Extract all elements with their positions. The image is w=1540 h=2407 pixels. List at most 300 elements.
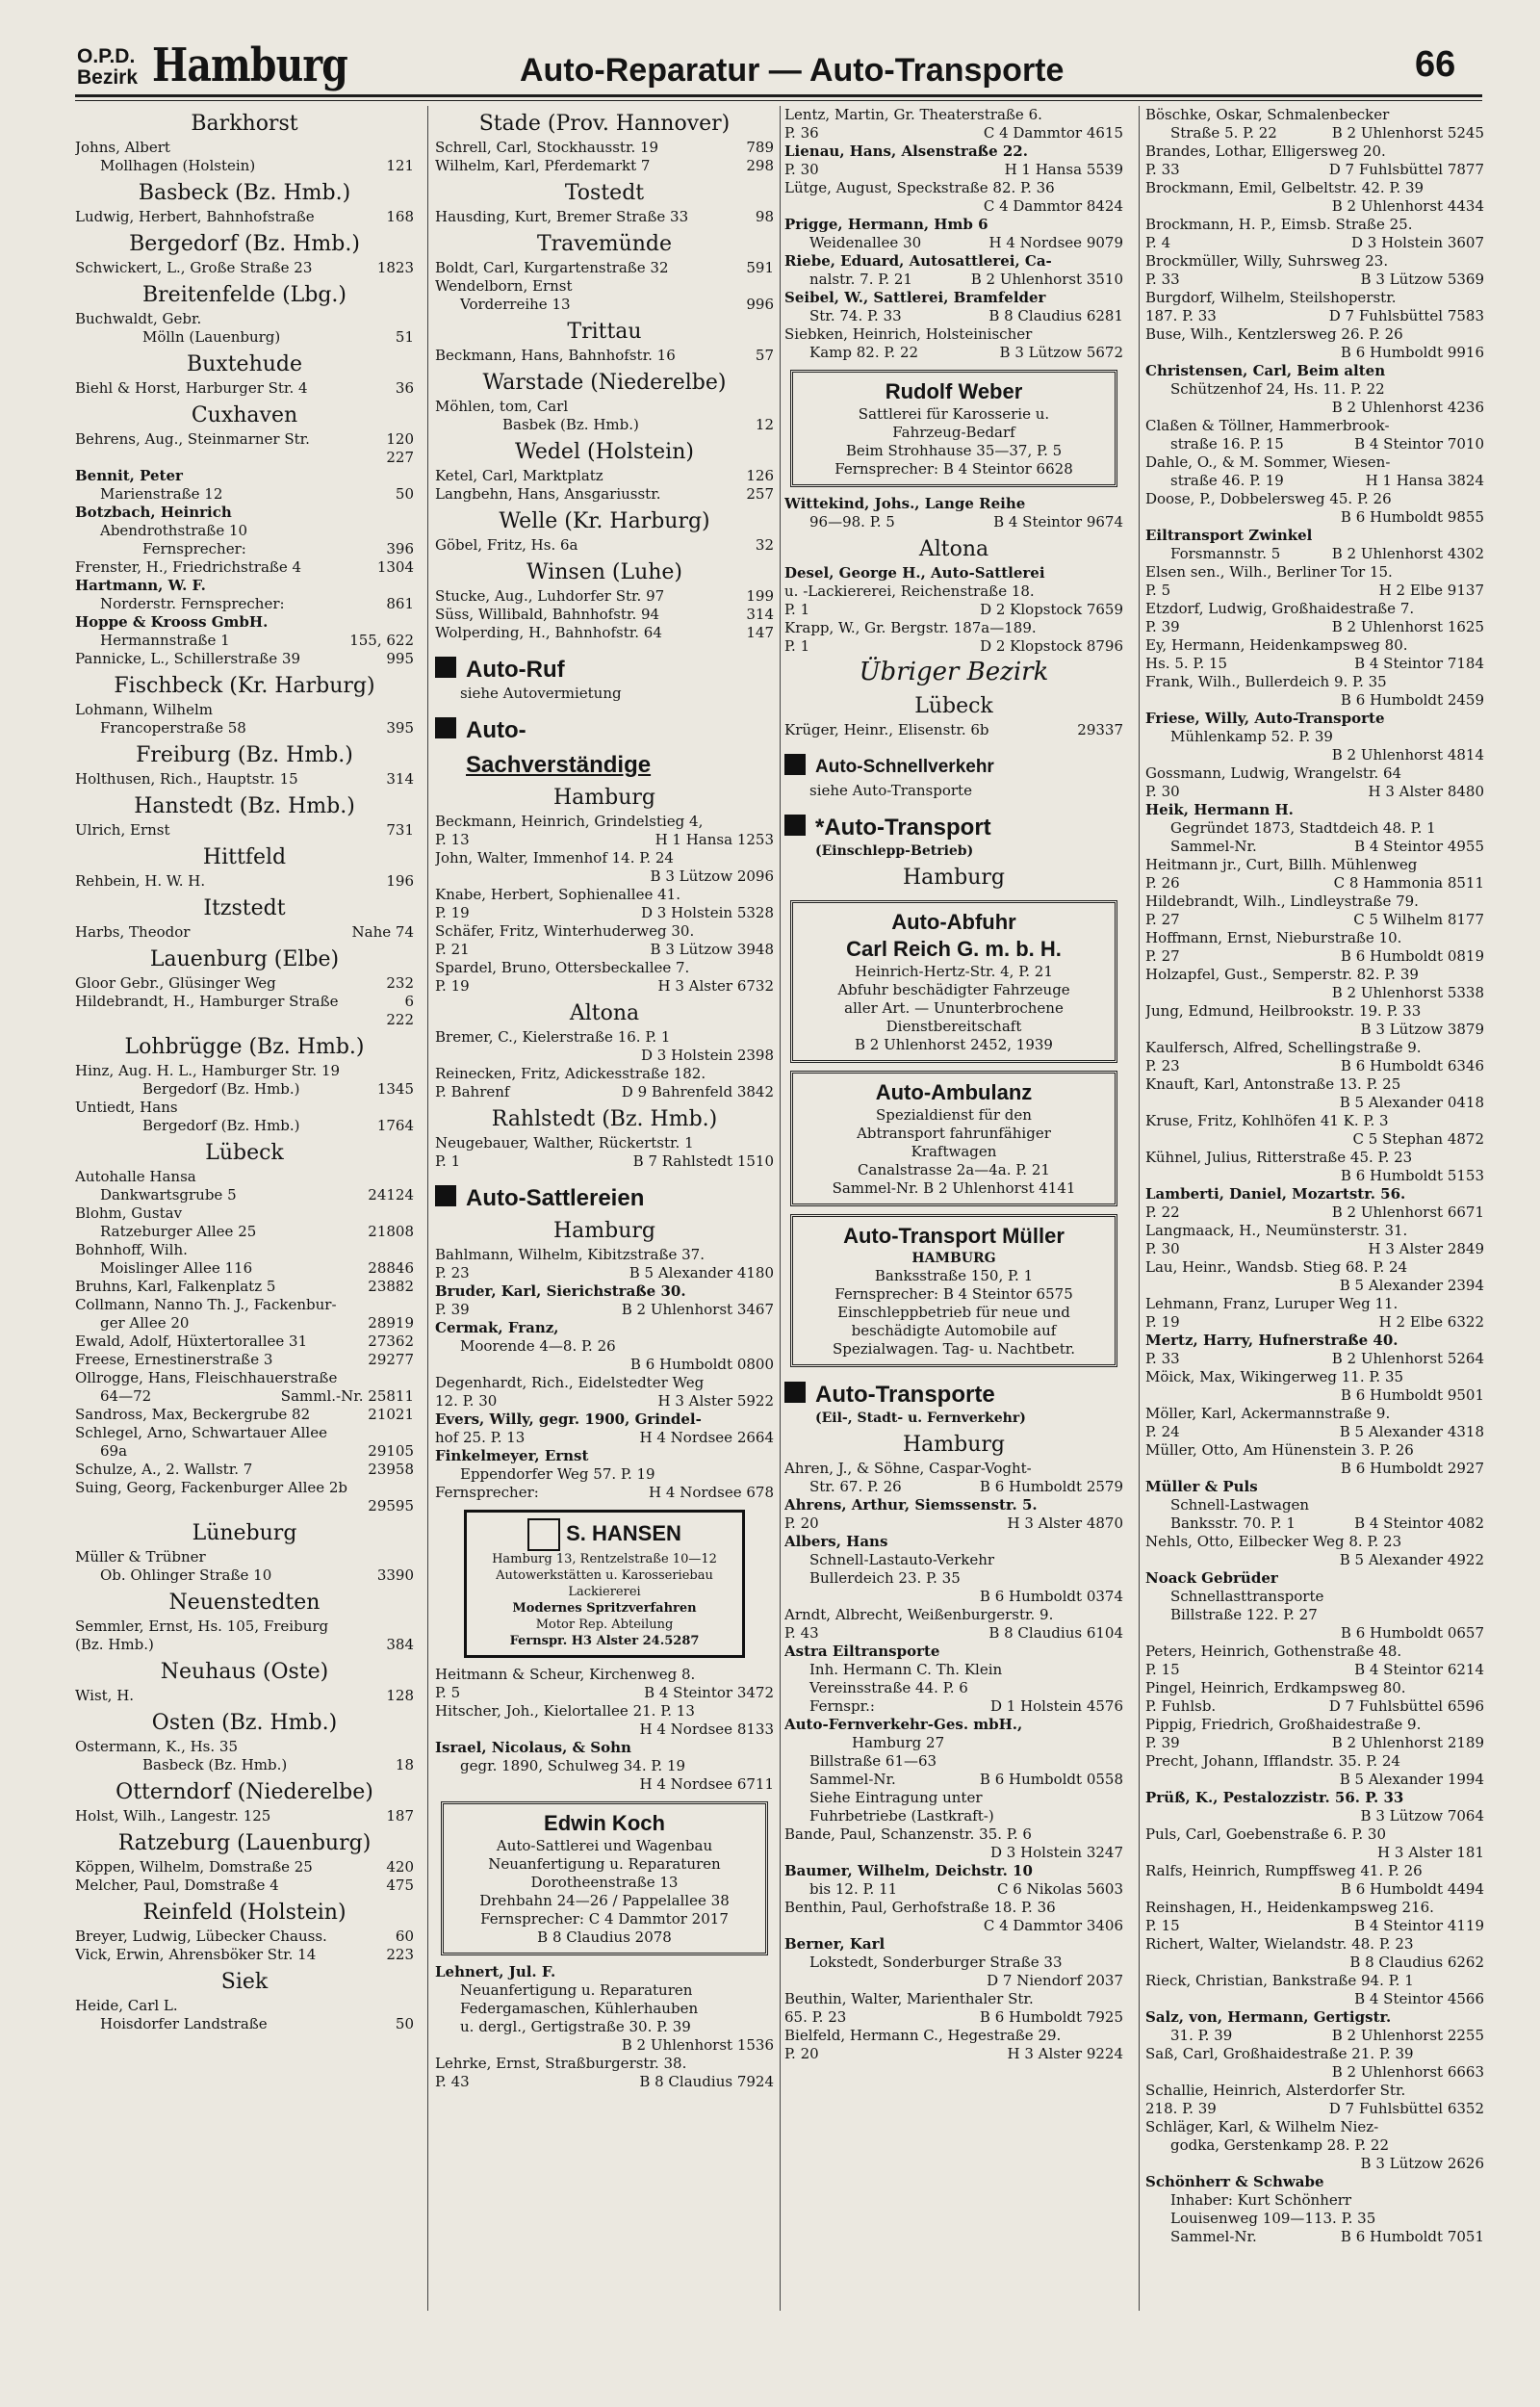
listing-number: 29105 — [368, 1442, 414, 1460]
listing-entry — [1145, 1679, 1484, 1697]
listing-entry — [435, 2000, 774, 2018]
listing-text: Bruder, Karl, Sierichstraße 30. — [435, 1282, 686, 1300]
listing-text: P. Fuhlsb. — [1145, 1697, 1217, 1715]
listing-text: u. -Lackiererei, Reichenstraße 18. — [784, 582, 1035, 600]
listing-text: P. 36 — [784, 124, 819, 142]
listing-text: Bohnhoff, Wilh. — [75, 1241, 188, 1258]
listing-entry — [1145, 380, 1484, 399]
listing-text: P. 21 — [435, 941, 470, 958]
listing-entry — [784, 325, 1123, 344]
place-heading: Hamburg — [552, 786, 655, 810]
listing-text: nalstr. 7. P. 21 — [809, 271, 912, 288]
listing-entry — [784, 1899, 1123, 1917]
listing-number: 789 — [746, 139, 774, 156]
listing-entry — [1145, 911, 1484, 929]
listing-number: 120 — [386, 430, 414, 448]
listing-number: D 3 Holstein 3247 — [989, 1844, 1123, 1861]
listing-text: Beuthin, Walter, Marienthaler Str. — [784, 1990, 1034, 2007]
listing-entry — [784, 1551, 1123, 1569]
listing-entry — [75, 1351, 414, 1369]
listing-entry — [435, 685, 774, 703]
listing-text: Schrell, Carl, Stockhausstr. 19 — [435, 139, 659, 156]
listing-entry — [435, 1337, 774, 1356]
listing-text: P. 27 — [1145, 911, 1180, 928]
listing-text: 69a — [100, 1442, 128, 1460]
listing-entry — [75, 1876, 414, 1895]
listing-text: Hoppe & Krooss GmbH. — [75, 613, 269, 631]
listing-text: Astra Eiltransporte — [784, 1643, 940, 1660]
listing-entry — [784, 1697, 1123, 1716]
listing-text: P. 22 — [1145, 1204, 1180, 1221]
listing-entry — [75, 1223, 414, 1241]
listing-entry — [75, 1928, 414, 1946]
listing-number: H 4 Nordsee 2664 — [639, 1429, 774, 1446]
listing-text: Harbs, Theodor — [75, 923, 191, 941]
listing-text: Hoffmann, Ernst, Nieburstraße 10. — [1145, 929, 1402, 946]
listing-number: H 1 Hansa 1253 — [654, 831, 774, 848]
listing-number: B 4 Steintor 4119 — [1354, 1917, 1484, 1934]
listing-text: Brockmann, Emil, Gelbeltstr. 42. P. 39 — [1145, 179, 1424, 196]
listing-text: Buse, Wilh., Kentzlersweg 26. P. 26 — [1145, 325, 1403, 343]
listing-text: Forsmannstr. 5 — [1170, 545, 1281, 562]
place-heading: Lauenburg (Elbe) — [149, 947, 340, 971]
listing-number: 257 — [746, 485, 774, 503]
listing-text: Brandes, Lothar, Elligersweg 20. — [1145, 142, 1386, 160]
listing-text: Vick, Erwin, Ahrensböker Str. 14 — [75, 1946, 317, 1963]
listing-number: B 2 Uhlenhorst 5338 — [1331, 984, 1484, 1001]
ad-line: Sammel-Nr. B 2 Uhlenhorst 4141 — [832, 1179, 1076, 1197]
listing-text: P. 5 — [1145, 582, 1171, 599]
listing-text: Billstraße 61—63 — [809, 1752, 937, 1770]
listing-entry — [1145, 1716, 1484, 1734]
listing-entry — [435, 1411, 774, 1429]
listing-number: H 4 Nordsee 6711 — [639, 1775, 774, 1793]
listing-text: Norderstr. Fernsprecher: — [100, 595, 285, 612]
listing-text: Melcher, Paul, Domstraße 4 — [75, 1876, 279, 1894]
listing-text: bis 12. P. 11 — [809, 1880, 898, 1898]
listing-number: 861 — [386, 595, 414, 612]
listing-entry — [1145, 1094, 1484, 1112]
listing-number: 314 — [746, 606, 774, 623]
column-divider — [427, 106, 428, 2311]
listing-entry — [435, 1963, 774, 1981]
listing-text: Holthusen, Rich., Hauptstr. 15 — [75, 770, 298, 788]
listing-entry — [784, 124, 1123, 142]
listing-number: B 6 Humboldt 2927 — [1340, 1460, 1484, 1477]
listing-entry — [435, 277, 774, 296]
place-heading: Basbeck (Bz. Hmb.) — [138, 181, 351, 205]
listing-entry — [1145, 746, 1484, 764]
listing-text: Müller, Otto, Am Hünenstein 3. P. 26 — [1145, 1441, 1414, 1459]
listing-entry — [784, 1588, 1123, 1606]
listing-number: B 2 Uhlenhorst 4302 — [1331, 545, 1484, 562]
listing-text: Gegründet 1873, Stadtdeich 48. P. 1 — [1170, 819, 1436, 837]
listing-entry — [784, 1643, 1123, 1661]
column-3 — [784, 106, 1123, 2311]
ad-hansen-title — [473, 1518, 736, 1551]
listing-text: P. 15 — [1145, 1661, 1180, 1678]
listing-text: Finkelmeyer, Ernst — [435, 1447, 589, 1464]
listing-entry — [75, 379, 414, 398]
listing-entry — [1145, 1643, 1484, 1661]
bezirk-label: Bezirk — [77, 66, 139, 89]
listing-entry — [1145, 1880, 1484, 1899]
listing-number: B 3 Lützow 3879 — [1360, 1021, 1484, 1038]
listing-text: John, Walter, Immenhof 14. P. 24 — [435, 849, 674, 867]
listing-entry — [784, 1771, 1123, 1789]
listing-entry — [1145, 1734, 1484, 1752]
listing-text: Kühnel, Julius, Ritterstraße 45. P. 23 — [1145, 1149, 1413, 1166]
listing-entry — [75, 485, 414, 504]
listing-text: gegr. 1890, Schulweg 34. P. 19 — [460, 1757, 686, 1774]
listing-text: Botzbach, Heinrich — [75, 504, 232, 521]
listing-entry — [75, 1314, 414, 1333]
listing-number: 168 — [386, 208, 414, 225]
listing-text: Fuhrbetriebe (Lastkraft-) — [809, 1807, 994, 1825]
listing-text: Eppendorfer Weg 57. P. 19 — [460, 1465, 655, 1483]
listing-text: Mollhagen (Holstein) — [100, 157, 256, 174]
listing-text: Krapp, W., Gr. Bergstr. 187a—189. — [784, 619, 1037, 636]
place-heading: Cuxhaven — [191, 403, 298, 427]
listing-text: Sandross, Max, Beckergrube 82 — [75, 1406, 311, 1423]
listing-number: 475 — [386, 1876, 414, 1894]
listing-entry — [75, 310, 414, 328]
listing-text: Christensen, Carl, Beim alten — [1145, 362, 1386, 379]
listing-text: Rehbein, H. W. H. — [75, 872, 206, 890]
listing-text: Müller & Trübner — [75, 1548, 206, 1566]
listing-text: Doose, P., Dobbelersweg 45. P. 26 — [1145, 490, 1392, 507]
listing-entry — [784, 2008, 1123, 2027]
listing-entry — [75, 719, 414, 738]
listing-number: 28846 — [368, 1259, 414, 1277]
listing-entry — [435, 296, 774, 314]
listing-entry — [784, 513, 1123, 531]
place-heading: Welle (Kr. Harburg) — [499, 509, 710, 533]
listing-entry — [784, 234, 1123, 252]
ad-title: Auto-Abfuhr — [891, 910, 1016, 934]
listing-number: 731 — [386, 821, 414, 839]
listing-entry — [435, 139, 774, 157]
listing-text: Saß, Carl, Großhaidestraße 21. P. 39 — [1145, 2045, 1414, 2062]
listing-text: P. 20 — [784, 2045, 819, 2062]
listing-entry — [1145, 362, 1484, 380]
listing-text: Ostermann, K., Hs. 35 — [75, 1738, 239, 1755]
listing-text: Etzdorf, Ludwig, Großhaidestraße 7. — [1145, 600, 1415, 617]
listing-number: 24124 — [368, 1186, 414, 1204]
listing-entry — [435, 157, 774, 175]
listing-entry — [1145, 344, 1484, 362]
listing-text: Burgdorf, Wilhelm, Steilshoperstr. — [1145, 289, 1397, 306]
listing-number: B 2 Uhlenhorst 6671 — [1331, 1204, 1484, 1221]
listing-text: Frenster, H., Friedrichstraße 4 — [75, 558, 302, 576]
listing-entry — [784, 721, 1123, 739]
ad-line: Heinrich-Hertz-Str. 4, P. 21 — [855, 963, 1053, 980]
listing-entry — [784, 564, 1123, 582]
opd-label: O.P.D. — [77, 45, 136, 67]
listing-number: B 3 Lützow 5672 — [999, 344, 1123, 361]
listing-number: D 3 Holstein 3607 — [1350, 234, 1484, 251]
listing-number: H 3 Alster 9224 — [1007, 2045, 1123, 2062]
listing-text: Neuanfertigung u. Reparaturen — [460, 1981, 693, 1999]
listing-number: 196 — [386, 872, 414, 890]
listing-entry — [75, 504, 414, 522]
ad-line: B 2 Uhlenhorst 2452, 1939 — [855, 1036, 1053, 1053]
listing-number: 3390 — [376, 1566, 414, 1584]
listing-number: 29337 — [1077, 721, 1123, 738]
listing-text: Wittekind, Johs., Lange Reihe — [784, 495, 1026, 512]
listing-text: Peters, Heinrich, Gothenstraße 48. — [1145, 1643, 1402, 1660]
listing-entry — [784, 1679, 1123, 1697]
listing-text: Vorderreihe 13 — [460, 296, 571, 313]
listing-text: P. 39 — [1145, 618, 1180, 635]
listing-entry — [1145, 124, 1484, 142]
listing-number: B 2 Uhlenhorst 4434 — [1331, 197, 1484, 215]
listing-number: H 3 Alster 5922 — [657, 1392, 774, 1410]
listing-entry — [1145, 2228, 1484, 2246]
listing-text: Heitmann & Scheur, Kirchenweg 8. — [435, 1666, 696, 1683]
listing-number: 996 — [746, 296, 774, 313]
listing-text: Benthin, Paul, Gerhofstraße 18. P. 36 — [784, 1899, 1056, 1916]
listing-text: Ahrens, Arthur, Siemssenstr. 5. — [784, 1496, 1038, 1514]
listing-entry — [1145, 856, 1484, 874]
listing-entry — [1145, 783, 1484, 801]
listing-text: P. 1 — [784, 637, 810, 655]
listing-entry — [1145, 1624, 1484, 1643]
listing-entry — [435, 1392, 774, 1411]
listing-text: Riebe, Eduard, Autosattlerei, Ca- — [784, 252, 1052, 270]
listing-entry — [435, 813, 774, 831]
listing-entry — [1145, 545, 1484, 563]
listing-number: D 9 Bahrenfeld 3842 — [621, 1083, 774, 1100]
listing-text: straße 16. P. 15 — [1170, 435, 1284, 453]
listing-text: P. 30 — [784, 161, 819, 178]
listing-entry — [1145, 1990, 1484, 2008]
listing-text: Siebken, Heinrich, Holsteinischer — [784, 325, 1033, 343]
ad-line: Canalstrasse 2a—4a. P. 21 — [858, 1161, 1050, 1178]
listing-entry — [75, 1387, 414, 1406]
listing-entry — [1145, 1844, 1484, 1862]
listing-text: Siehe Eintragung unter — [809, 1789, 983, 1806]
listing-text: Holst, Wilh., Langestr. 125 — [75, 1807, 271, 1825]
listing-entry — [435, 1065, 774, 1083]
listing-text: Hamburg 27 — [852, 1734, 945, 1751]
listing-entry — [1145, 1697, 1484, 1716]
listing-entry — [784, 1807, 1123, 1825]
listing-entry — [75, 872, 414, 891]
listing-number: B 2 Uhlenhorst 5245 — [1331, 124, 1484, 142]
listing-number: D 7 Niendorf 2037 — [987, 1972, 1123, 1989]
listing-number: B 6 Humboldt 2459 — [1340, 691, 1484, 709]
listing-entry — [1145, 984, 1484, 1002]
listing-entry — [1145, 874, 1484, 893]
listing-entry — [435, 1301, 774, 1319]
ad-title: Auto-Ambulanz — [875, 1080, 1033, 1104]
listing-entry — [1145, 1954, 1484, 1972]
listing-number: C 5 Stephan 4872 — [1352, 1130, 1484, 1148]
listing-text: Krüger, Heinr., Elisenstr. 6b — [784, 721, 989, 738]
listing-number: 187 — [386, 1807, 414, 1825]
listing-entry — [435, 1134, 774, 1152]
listing-entry — [1145, 399, 1484, 417]
listing-entry — [75, 1548, 414, 1566]
listing-entry — [1145, 527, 1484, 545]
listing-text: 65. P. 23 — [784, 2008, 847, 2026]
listing-text: Nehls, Otto, Eilbecker Weg 8. P. 23 — [1145, 1533, 1402, 1550]
listing-number: 420 — [386, 1858, 414, 1876]
listing-text: Ludwig, Herbert, Bahnhofstraße — [75, 208, 315, 225]
listing-text: Autohalle Hansa — [75, 1168, 196, 1185]
listing-entry — [1145, 1807, 1484, 1825]
place-heading: Breitenfelde (Lbg.) — [142, 283, 346, 307]
listing-number: B 6 Humboldt 0558 — [979, 1771, 1123, 1788]
listing-number: B 2 Uhlenhorst 4814 — [1331, 746, 1484, 764]
ad-line: Banksstraße 150, P. 1 — [874, 1267, 1034, 1284]
listing-entry — [75, 1333, 414, 1351]
listing-number: 155, 622 — [349, 632, 414, 649]
listing-entry — [784, 252, 1123, 271]
listing-text: Heik, Hermann H. — [1145, 801, 1294, 818]
listing-entry — [75, 1241, 414, 1259]
listing-entry — [435, 624, 774, 642]
listing-entry — [75, 613, 414, 632]
listing-text: Albers, Hans — [784, 1533, 888, 1550]
listing-number: 28919 — [368, 1314, 414, 1332]
listing-entry — [784, 216, 1123, 234]
place-heading: Lübeck — [205, 1141, 284, 1165]
listing-entry — [435, 259, 774, 277]
listing-entry — [1145, 142, 1484, 161]
listing-text: Göbel, Fritz, Hs. 6a — [435, 536, 578, 554]
listing-text: Lütge, August, Speckstraße 82. P. 36 — [784, 179, 1055, 196]
listing-entry — [1145, 1277, 1484, 1295]
place-heading: Osten (Bz. Hmb.) — [151, 1711, 338, 1735]
listing-number: B 4 Steintor 4955 — [1354, 838, 1484, 855]
listing-entry — [1145, 271, 1484, 289]
listing-entry — [75, 993, 414, 1011]
page-number: 66 — [1415, 44, 1456, 85]
listing-entry — [75, 1080, 414, 1099]
category-title: Auto-Sattlereien — [466, 1185, 645, 1211]
listing-entry — [75, 1479, 414, 1497]
listing-number: D 1 Holstein 4576 — [989, 1697, 1123, 1715]
listing-text: P. 5 — [435, 1684, 461, 1701]
listing-number: 128 — [386, 1687, 414, 1704]
listing-entry — [435, 2073, 774, 2091]
listing-text: Sammel-Nr. — [1170, 838, 1257, 855]
listing-entry — [1145, 472, 1484, 490]
listing-text: Weidenallee 30 — [809, 234, 922, 251]
listing-text: Frank, Wilh., Bullerdeich 9. P. 35 — [1145, 673, 1387, 690]
listing-entry — [784, 1935, 1123, 1954]
listing-text: Bielfeld, Hermann C., Hegestraße 29. — [784, 2027, 1062, 2044]
listing-entry — [1145, 1149, 1484, 1167]
column-divider — [780, 106, 781, 2311]
ad-line: Drehbahn 24—26 / Pappelallee 38 — [479, 1892, 730, 1909]
listing-text: P. 39 — [1145, 1734, 1180, 1751]
listing-entry — [435, 1264, 774, 1282]
listing-number: B 6 Humboldt 2579 — [979, 1478, 1123, 1495]
listing-text: Wendelborn, Ernst — [435, 277, 573, 295]
listing-text: Lehmann, Franz, Luruper Weg 11. — [1145, 1295, 1399, 1312]
listing-number: B 6 Humboldt 7051 — [1340, 2228, 1484, 2245]
listing-entry — [1145, 618, 1484, 636]
listing-text: Wolperding, H., Bahnhofstr. 64 — [435, 624, 662, 641]
listing-entry — [435, 2055, 774, 2073]
place-heading: Wedel (Holstein) — [515, 440, 694, 464]
listing-number: 6 — [404, 993, 414, 1010]
category-title-continued: Sachverständige — [466, 752, 652, 778]
listing-text: Beckmann, Hans, Bahnhofstr. 16 — [435, 347, 676, 364]
listing-text: Kamp 82. P. 22 — [809, 344, 919, 361]
listing-number: 98 — [755, 208, 774, 225]
listing-number: B 5 Alexander 1994 — [1339, 1771, 1484, 1788]
listing-text: Bande, Paul, Schanzenstr. 35. P. 6 — [784, 1825, 1032, 1843]
listing-text: Schallie, Heinrich, Alsterdorfer Str. — [1145, 2082, 1406, 2099]
listing-text: Sammel-Nr. — [1170, 2228, 1257, 2245]
listing-text: Knabe, Herbert, Sophienallee 41. — [435, 886, 680, 903]
listing-entry — [435, 977, 774, 996]
listing-text: 96—98. P. 5 — [809, 513, 895, 531]
listing-number: 121 — [386, 157, 414, 174]
place-heading: Hamburg — [552, 1219, 655, 1243]
place-heading: Hanstedt (Bz. Hmb.) — [134, 794, 355, 818]
listing-number: 126 — [746, 467, 774, 484]
header-rule-thin — [75, 100, 1482, 101]
listing-text: P. 26 — [1145, 874, 1180, 892]
listing-number: 29595 — [368, 1497, 414, 1514]
listing-entry — [784, 1496, 1123, 1514]
listing-entry — [1145, 1167, 1484, 1185]
listing-number: 27362 — [368, 1333, 414, 1350]
listing-text: Hildebrandt, H., Hamburger Straße — [75, 993, 339, 1010]
listing-text: Francoperstraße 58 — [100, 719, 246, 737]
listing-entry — [784, 1844, 1123, 1862]
listing-number: D 3 Holstein 5328 — [640, 904, 774, 921]
category-title: Auto-Transporte — [815, 1382, 995, 1408]
listing-entry — [435, 831, 774, 849]
ad-line: Sattlerei für Karosserie u. — [858, 405, 1050, 423]
listing-number: H 1 Hansa 3824 — [1365, 472, 1484, 489]
listing-text: Süss, Willibald, Bahnhofstr. 94 — [435, 606, 660, 623]
listing-entry — [784, 582, 1123, 601]
listing-entry — [1145, 893, 1484, 911]
listing-number: B 4 Steintor 4566 — [1354, 1990, 1484, 2007]
listing-text: Schlegel, Arno, Schwartauer Allee — [75, 1424, 327, 1441]
listing-entry — [75, 1204, 414, 1223]
ad-line: Dienstbereitschaft — [886, 1018, 1022, 1035]
category-heading — [435, 1178, 774, 1213]
ad-line: beschädigte Automobile auf — [851, 1322, 1057, 1339]
listing-entry — [784, 307, 1123, 325]
listing-entry — [1145, 2063, 1484, 2082]
listing-entry — [75, 1406, 414, 1424]
listing-entry — [1145, 1752, 1484, 1771]
listing-entry — [75, 1186, 414, 1204]
listing-text: Beckmann, Heinrich, Grindelstieg 4, — [435, 813, 704, 830]
place-heading: Hittfeld — [202, 845, 287, 869]
category-marker — [435, 1185, 456, 1206]
place-heading: Freiburg (Bz. Hmb.) — [136, 743, 353, 767]
listing-number: H 4 Nordsee 678 — [649, 1484, 774, 1501]
listing-text: Spardel, Bruno, Ottersbeckallee 7. — [435, 959, 690, 976]
listing-text: Schnell-Lastwagen — [1170, 1496, 1310, 1514]
listing-text: Hinz, Aug. H. L., Hamburger Str. 19 — [75, 1062, 341, 1079]
listing-entry — [75, 558, 414, 577]
listing-text: Freese, Ernestinerstraße 3 — [75, 1351, 273, 1368]
listing-number: 396 — [386, 540, 414, 557]
listing-text: P. 33 — [1145, 161, 1180, 178]
listing-text: Kruse, Fritz, Kohlhöfen 41 K. P. 3 — [1145, 1112, 1389, 1129]
